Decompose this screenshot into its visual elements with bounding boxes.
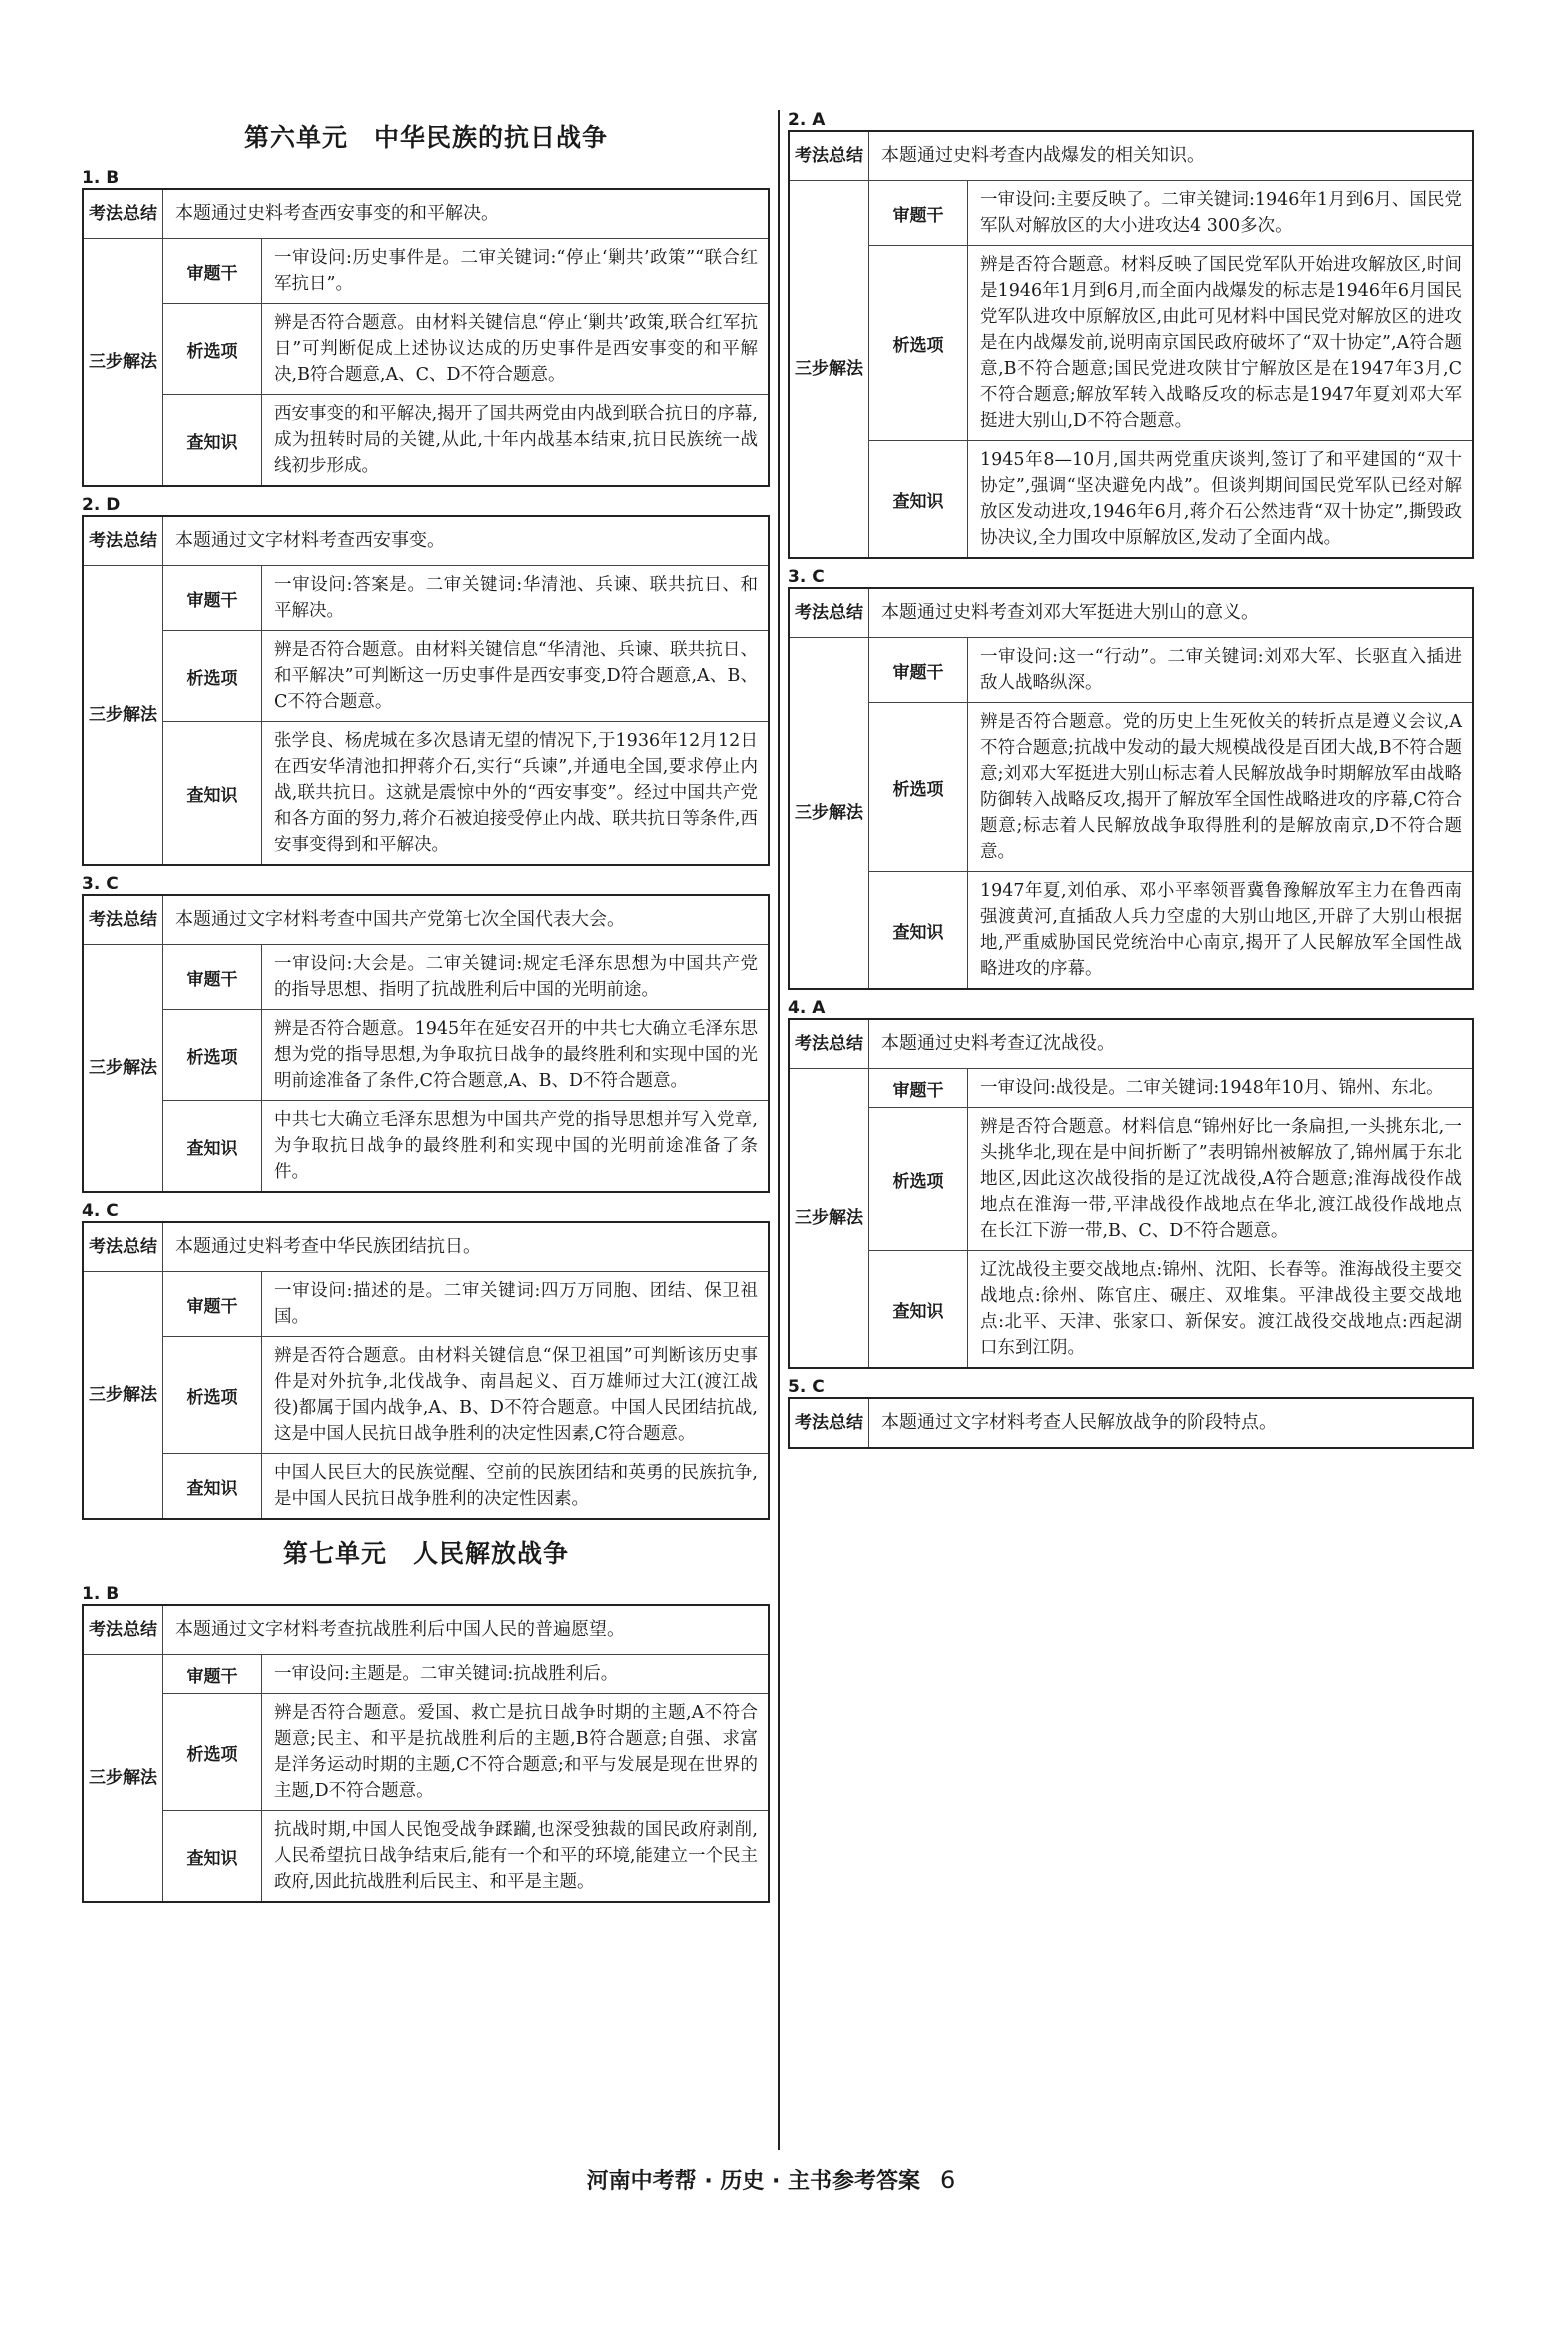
step-label: 查知识 (869, 441, 968, 559)
kaofa-label: 考法总结 (83, 189, 163, 239)
kaofa-label: 考法总结 (83, 1605, 163, 1655)
step-label: 审题干 (163, 1272, 262, 1337)
step-label: 析选项 (163, 304, 262, 395)
step-label: 审题干 (163, 1655, 262, 1694)
step-text: 辨是否符合题意。由材料关键信息“保卫祖国”可判断该历史事件是对外抗争,北伐战争、南昌起义、百万雄师过大江(渡江战役)都属于国内战争,A、B、D不符合题意。中国人民团结抗战,这是中国人民抗日战争胜利的决定性因素,C符合题意。 (262, 1337, 770, 1454)
step-text: 张学良、杨虎城在多次恳请无望的情况下,于1936年12月12日在西安华清池扣押蒋介石,实行“兵谏”,并通电全国,要求停止内战,联共抗日。这就是震惊中外的“西安事变”。经过中国共产党和各方面的努力,蒋介石被迫接受停止内战、联共抗日等条件,西安事变得到和平解决。 (262, 722, 770, 866)
step-label: 析选项 (869, 246, 968, 441)
question-2-label: 2. D (82, 495, 121, 515)
kaofa-label: 考法总结 (789, 1019, 869, 1069)
step-label: 析选项 (163, 1337, 262, 1454)
question-7-label: 3. C (788, 567, 825, 587)
question-3-table (82, 894, 770, 1193)
step-label: 析选项 (163, 1010, 262, 1101)
three-step-label: 三步解法 (789, 181, 869, 559)
step-label: 查知识 (869, 1251, 968, 1369)
question-7-table (788, 587, 1474, 990)
column-divider (778, 110, 780, 2150)
step-label: 查知识 (163, 1811, 262, 1903)
step-text: 辨是否符合题意。党的历史上生死攸关的转折点是遵义会议,A不符合题意;抗战中发动的最大规模战役是百团大战,B不符合题意;刘邓大军挺进大别山标志着人民解放战争时期解放军由战略防御转入战略反攻,揭开了解放军全国性战略进攻的序幕,C符合题意;标志着人民解放战争取得胜利的是解放南京,D不符合题意。 (968, 703, 1474, 872)
three-step-label: 三步解法 (83, 1655, 163, 1903)
step-text: 1945年8—10月,国共两党重庆谈判,签订了和平建国的“双十协定”,强调“坚决避免内战”。但谈判期间国民党军队已经对解放区发动进攻,1946年6月,蒋介石公然违背“双十协定”,撕毁政协决议,全力围攻中原解放区,发动了全面内战。 (968, 441, 1474, 559)
three-step-label: 三步解法 (789, 638, 869, 990)
step-label: 查知识 (869, 872, 968, 990)
step-text: 一审设问:战役是。二审关键词:1948年10月、锦州、东北。 (968, 1069, 1474, 1108)
summary: 本题通过史料考查中华民族团结抗日。 (163, 1222, 770, 1272)
page-footer (0, 2164, 1542, 2195)
step-label: 查知识 (163, 1454, 262, 1520)
step-label: 析选项 (869, 703, 968, 872)
summary: 本题通过史料考查刘邓大军挺进大别山的意义。 (869, 588, 1474, 638)
step-text: 西安事变的和平解决,揭开了国共两党由内战到联合抗日的序幕,成为扭转时局的关键,从此,十年内战基本结束,抗日民族统一战线初步形成。 (262, 395, 770, 487)
kaofa-label: 考法总结 (83, 516, 163, 566)
step-label: 审题干 (163, 945, 262, 1010)
step-label: 查知识 (163, 1101, 262, 1193)
right-column (788, 110, 1474, 1457)
step-text: 中共七大确立毛泽东思想为中国共产党的指导思想并写入党章,为争取抗日战争的最终胜利和实现中国的光明前途准备了条件。 (262, 1101, 770, 1193)
question-5-table (82, 1604, 770, 1903)
kaofa-label: 考法总结 (789, 1398, 869, 1448)
step-text: 辨是否符合题意。材料信息“锦州好比一条扁担,一头挑东北,一头挑华北,现在是中间折断了”表明锦州被解放了,锦州属于东北地区,因此这次战役指的是辽沈战役,A符合题意;淮海战役作战地点在淮海一带,平津战役作战地点在华北,渡江战役作战地点在长江下游一带,B、C、D不符合题意。 (968, 1108, 1474, 1251)
step-text: 辨是否符合题意。由材料关键信息“华清池、兵谏、联共抗日、和平解决”可判断这一历史事件是西安事变,D符合题意,A、B、C不符合题意。 (262, 631, 770, 722)
page-number: 6 (940, 2166, 956, 2194)
question-1-label: 1. B (82, 168, 120, 188)
question-3-label: 3. C (82, 874, 119, 894)
unit6-title: 第六单元 中华民族的抗日战争 (243, 123, 608, 152)
step-label: 审题干 (869, 1069, 968, 1108)
step-label: 查知识 (163, 395, 262, 487)
question-9-label: 5. C (788, 1377, 825, 1397)
footer-title: 河南中考帮 · 历史 · 主书参考答案 (586, 2169, 921, 2194)
question-8-table (788, 1018, 1474, 1369)
step-text: 辨是否符合题意。1945年在延安召开的中共七大确立毛泽东思想为党的指导思想,为争取抗日战争的最终胜利和实现中国的光明前途准备了条件,C符合题意,A、B、D不符合题意。 (262, 1010, 770, 1101)
step-label: 析选项 (869, 1108, 968, 1251)
step-label: 审题干 (163, 239, 262, 304)
step-text: 一审设问:主要反映了。二审关键词:1946年1月到6月、国民党军队对解放区的大小进攻达4 300多次。 (968, 181, 1474, 246)
step-label: 查知识 (163, 722, 262, 866)
question-5-label: 1. B (82, 1584, 120, 1604)
step-label: 审题干 (869, 638, 968, 703)
kaofa-label: 考法总结 (83, 895, 163, 945)
three-step-label: 三步解法 (789, 1069, 869, 1369)
question-4-table (82, 1221, 770, 1520)
kaofa-label: 考法总结 (789, 131, 869, 181)
step-text: 一审设问:历史事件是。二审关键词:“停止‘剿共’政策”“联合红军抗日”。 (262, 239, 770, 304)
step-text: 抗战时期,中国人民饱受战争蹂躏,也深受独裁的国民政府剥削,人民希望抗日战争结束后,能有一个和平的环境,能建立一个民主政府,因此抗战胜利后民主、和平是主题。 (262, 1811, 770, 1903)
step-text: 辨是否符合题意。由材料关键信息“停止‘剿共’政策,联合红军抗日”可判断促成上述协议达成的历史事件是西安事变的和平解决,B符合题意,A、C、D不符合题意。 (262, 304, 770, 395)
summary: 本题通过史料考查辽沈战役。 (869, 1019, 1474, 1069)
step-text: 1947年夏,刘伯承、邓小平率领晋冀鲁豫解放军主力在鲁西南强渡黄河,直插敌人兵力空虚的大别山地区,开辟了大别山根据地,严重威胁国民党统治中心南京,揭开了人民解放军全国性战略进攻的序幕。 (968, 872, 1474, 990)
step-label: 析选项 (163, 1694, 262, 1811)
step-text: 一审设问:答案是。二审关键词:华清池、兵谏、联共抗日、和平解决。 (262, 566, 770, 631)
step-label: 审题干 (163, 566, 262, 631)
question-6-table (788, 130, 1474, 559)
three-step-label: 三步解法 (83, 945, 163, 1193)
three-step-label: 三步解法 (83, 1272, 163, 1520)
question-4-label: 4. C (82, 1201, 119, 1221)
summary: 本题通过史料考查内战爆发的相关知识。 (869, 131, 1474, 181)
question-2-table (82, 515, 770, 866)
step-label: 审题干 (869, 181, 968, 246)
step-text: 中国人民巨大的民族觉醒、空前的民族团结和英勇的民族抗争,是中国人民抗日战争胜利的决定性因素。 (262, 1454, 770, 1520)
summary: 本题通过文字材料考查西安事变。 (163, 516, 770, 566)
step-label: 析选项 (163, 631, 262, 722)
kaofa-label: 考法总结 (789, 588, 869, 638)
step-text: 一审设问:这一“行动”。二审关键词:刘邓大军、长驱直入插进敌人战略纵深。 (968, 638, 1474, 703)
summary: 本题通过文字材料考查抗战胜利后中国人民的普遍愿望。 (163, 1605, 770, 1655)
step-text: 一审设问:描述的是。二审关键词:四万万同胞、团结、保卫祖国。 (262, 1272, 770, 1337)
summary: 本题通过文字材料考查中国共产党第七次全国代表大会。 (163, 895, 770, 945)
three-step-label: 三步解法 (83, 239, 163, 487)
question-6-label: 2. A (788, 110, 826, 130)
question-8-label: 4. A (788, 998, 826, 1018)
unit7-title: 第七单元 人民解放战争 (282, 1539, 569, 1568)
step-text: 辽沈战役主要交战地点:锦州、沈阳、长春等。淮海战役主要交战地点:徐州、陈官庄、碾庄、双堆集。平津战役主要交战地点:北平、天津、张家口、新保安。渡江战役交战地点:西起湖口东到江阴。 (968, 1251, 1474, 1369)
kaofa-label: 考法总结 (83, 1222, 163, 1272)
step-text: 辨是否符合题意。爱国、救亡是抗日战争时期的主题,A不符合题意;民主、和平是抗战胜利后的主题,B符合题意;自强、求富是洋务运动时期的主题,C不符合题意;和平与发展是现在世界的主题,D不符合题意。 (262, 1694, 770, 1811)
step-text: 一审设问:主题是。二审关键词:抗战胜利后。 (262, 1655, 770, 1694)
question-9-table (788, 1397, 1474, 1449)
summary: 本题通过文字材料考查人民解放战争的阶段特点。 (869, 1398, 1474, 1448)
step-text: 辨是否符合题意。材料反映了国民党军队开始进攻解放区,时间是1946年1月到6月,而全面内战爆发的标志是1946年6月国民党军队进攻中原解放区,由此可见材料中国民党对解放区的进攻是在内战爆发前,说明南京国民政府破坏了“双十协定”,A符合题意,B不符合题意;国民党进攻陕甘宁解放区是在1947年3月,C不符合题意;解放军转入战略反攻的标志是1947年夏刘邓大军挺进大别山,D不符合题意。 (968, 246, 1474, 441)
step-text: 一审设问:大会是。二审关键词:规定毛泽东思想为中国共产党的指导思想、指明了抗战胜利后中国的光明前途。 (262, 945, 770, 1010)
left-column (82, 110, 770, 1911)
summary: 本题通过史料考查西安事变的和平解决。 (163, 189, 770, 239)
three-step-label: 三步解法 (83, 566, 163, 866)
question-1-table (82, 188, 770, 487)
